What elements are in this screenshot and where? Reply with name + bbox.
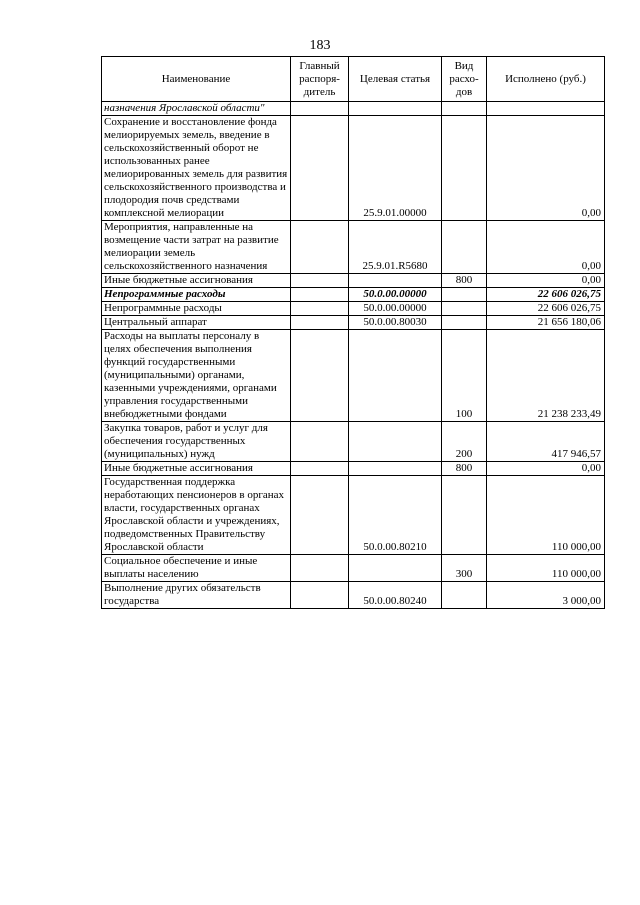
col-header-amount: Исполнено (руб.) xyxy=(487,57,605,102)
row-amount: 417 946,57 xyxy=(487,422,605,462)
row-amount: 110 000,00 xyxy=(487,476,605,555)
row-manager xyxy=(291,274,349,288)
row-kind xyxy=(442,102,487,116)
row-manager xyxy=(291,462,349,476)
row-amount xyxy=(487,102,605,116)
row-manager xyxy=(291,302,349,316)
col-header-target: Целевая статья xyxy=(349,57,442,102)
row-name: Выполнение других обязательств государства xyxy=(102,582,291,609)
row-kind: 800 xyxy=(442,462,487,476)
col-header-manager: Главный распоря-дитель xyxy=(291,57,349,102)
row-amount: 21 656 180,06 xyxy=(487,316,605,330)
row-manager xyxy=(291,422,349,462)
table-row xyxy=(102,316,605,330)
row-manager xyxy=(291,288,349,302)
row-target xyxy=(349,330,442,422)
row-kind xyxy=(442,476,487,555)
row-name: Центральный аппарат xyxy=(102,316,291,330)
table-row xyxy=(102,462,605,476)
row-amount: 0,00 xyxy=(487,116,605,221)
row-kind xyxy=(442,116,487,221)
row-target xyxy=(349,462,442,476)
table-row xyxy=(102,274,605,288)
row-manager xyxy=(291,555,349,582)
row-target: 25.9.01.R5680 xyxy=(349,221,442,274)
table-row xyxy=(102,302,605,316)
table-header-row xyxy=(102,57,605,102)
row-amount: 0,00 xyxy=(487,221,605,274)
row-name: Государственная поддержка неработающих пенсионеров в органах власти, государственных органах Ярославской области и учреждениях, подведомственных Правительству Ярославской области xyxy=(102,476,291,555)
row-name: Иные бюджетные ассигнования xyxy=(102,274,291,288)
row-target: 50.0.00.00000 xyxy=(349,302,442,316)
table-row xyxy=(102,582,605,609)
row-kind xyxy=(442,316,487,330)
row-target xyxy=(349,555,442,582)
row-target: 50.0.00.00000 xyxy=(349,288,442,302)
row-name: Закупка товаров, работ и услуг для обеспечения государственных (муниципальных) нужд xyxy=(102,422,291,462)
row-amount: 0,00 xyxy=(487,462,605,476)
row-manager xyxy=(291,582,349,609)
table-row xyxy=(102,422,605,462)
row-name: Расходы на выплаты персоналу в целях обеспечения выполнения функций государственными (муниципальными) органами, казенными учреждениями, органами управления государственными внебюджетными фондами xyxy=(102,330,291,422)
row-target: 50.0.00.80030 xyxy=(349,316,442,330)
row-name: Иные бюджетные ассигнования xyxy=(102,462,291,476)
row-target: 25.9.01.00000 xyxy=(349,116,442,221)
table-row xyxy=(102,116,605,221)
row-name: Социальное обеспечение и иные выплаты населению xyxy=(102,555,291,582)
row-kind: 800 xyxy=(442,274,487,288)
row-name: Непрограммные расходы xyxy=(102,302,291,316)
row-manager xyxy=(291,116,349,221)
row-amount: 110 000,00 xyxy=(487,555,605,582)
row-name: назначения Ярославской области" xyxy=(102,102,291,116)
expenditure-table xyxy=(101,56,605,609)
page-number: 183 xyxy=(309,38,331,53)
row-target: 50.0.00.80240 xyxy=(349,582,442,609)
col-header-kind: Вид расхо-дов xyxy=(442,57,487,102)
row-manager xyxy=(291,102,349,116)
row-kind: 300 xyxy=(442,555,487,582)
row-amount: 3 000,00 xyxy=(487,582,605,609)
row-manager xyxy=(291,316,349,330)
row-kind xyxy=(442,288,487,302)
table-row-section xyxy=(102,288,605,302)
row-target xyxy=(349,102,442,116)
row-manager xyxy=(291,221,349,274)
table-row xyxy=(102,555,605,582)
row-amount: 0,00 xyxy=(487,274,605,288)
row-manager xyxy=(291,330,349,422)
row-kind xyxy=(442,302,487,316)
table-row xyxy=(102,221,605,274)
row-kind xyxy=(442,221,487,274)
table-row xyxy=(102,476,605,555)
table-row xyxy=(102,102,605,116)
table-row xyxy=(102,330,605,422)
row-amount: 22 606 026,75 xyxy=(487,302,605,316)
row-name: Сохранение и восстановление фонда мелиорируемых земель, введение в сельскохозяйственный оборот не использованных ранее мелиорированных земель для развития сельскохозяйственного производства и плодородия почв средствами комплексной мелиорации xyxy=(102,116,291,221)
row-kind: 100 xyxy=(442,330,487,422)
row-kind xyxy=(442,582,487,609)
col-header-name: Наименование xyxy=(102,57,291,102)
row-kind: 200 xyxy=(442,422,487,462)
row-amount: 22 606 026,75 xyxy=(487,288,605,302)
row-amount: 21 238 233,49 xyxy=(487,330,605,422)
row-target: 50.0.00.80210 xyxy=(349,476,442,555)
row-manager xyxy=(291,476,349,555)
row-target xyxy=(349,422,442,462)
row-name: Мероприятия, направленные на возмещение части затрат на развитие мелиорации земель сельскохозяйственного назначения xyxy=(102,221,291,274)
row-name: Непрограммные расходы xyxy=(102,288,291,302)
row-target xyxy=(349,274,442,288)
